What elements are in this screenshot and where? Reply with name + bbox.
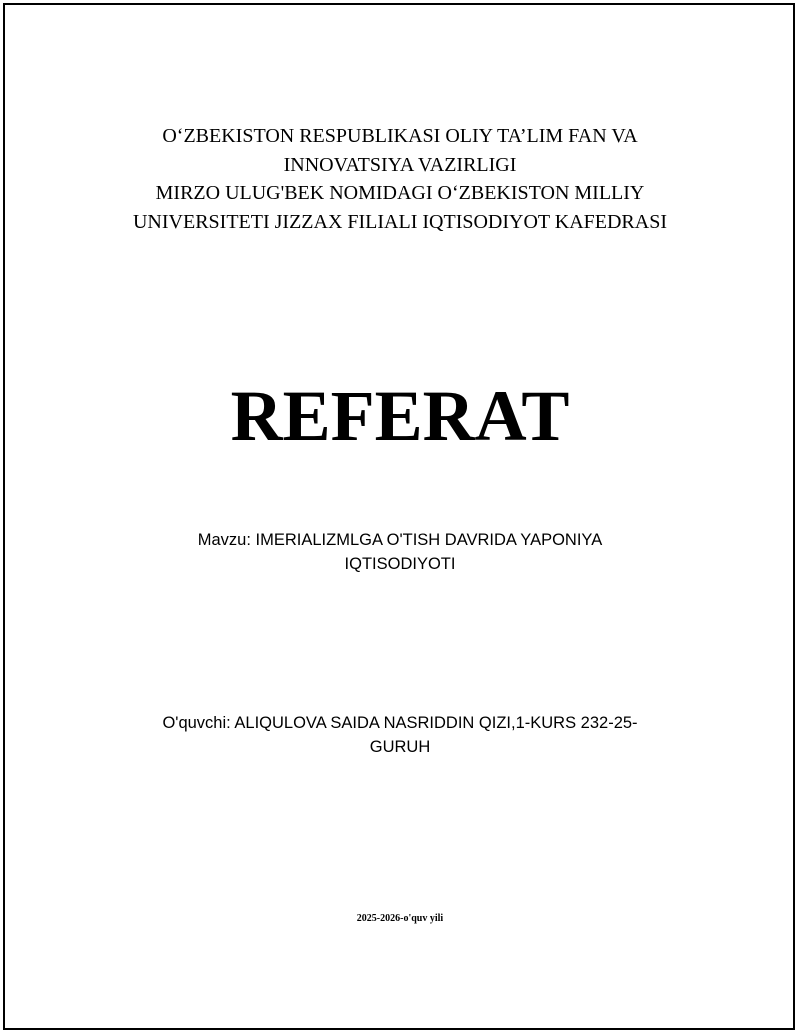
student-block (120, 711, 680, 759)
student-line-1: O'quvchi: ALIQULOVA SAIDA NASRIDDIN QIZI,1-KURS 232-25- (162, 714, 638, 732)
topic-line-2: IQTISODIYOTI (344, 555, 456, 573)
institution-header (0, 122, 800, 236)
topic-block (150, 528, 650, 576)
topic-line-1: Mavzu: IMERIALIZMLGA O'TISH DAVRIDA YAPONIYA (197, 531, 603, 549)
header-line-3: MIRZO ULUG'BEK NOMIDAGI O‘ZBEKISTON MILLIY (155, 182, 645, 204)
header-line-4: UNIVERSITETI JIZZAX FILIALI IQTISODIYOT KAFEDRASI (132, 210, 667, 233)
header-line-1: O‘ZBEKISTON RESPUBLIKASI OLIY TA’LIM FAN VA (162, 125, 638, 147)
student-line-2: GURUH (369, 738, 431, 756)
academic-year: 2025-2026-o'quv yili (356, 913, 444, 924)
document-title: REFERAT (230, 376, 570, 456)
header-line-2: INNOVATSIYA VAZIRLIGI (283, 153, 517, 176)
